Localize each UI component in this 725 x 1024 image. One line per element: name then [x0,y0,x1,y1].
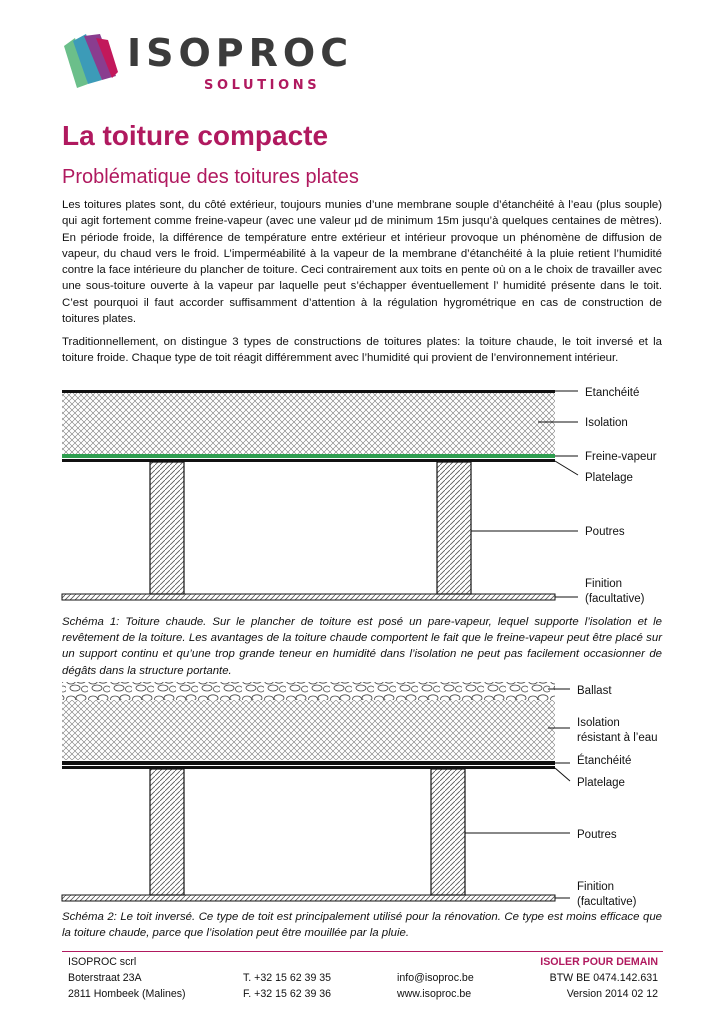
footer-web[interactable]: www.isoproc.be [397,988,472,1000]
label-finition: Finition [577,881,615,893]
types-paragraph: Traditionnellement, on distingue 3 types de constructions de toitures plates: la toiture chaude, le toit inversé et la toiture froide. Chaque type de toit réagit différemment avec l’humidité qui provient de l’environnement intérieur. [62,336,662,365]
label-finition-facultative: (facultative) [585,593,645,605]
schema-1-caption: Schéma 1: Toiture chaude. Sur le plancher de toiture est posé un pare-vapeur, lequel supporte l’isolation et le revêtement de la toiture. Les avantages de la toiture chaude comportent le fait que le freine-vapeur peut être placé sur un support continu et qu’une trop grande teneur en humidité dans l’isolation ne peut pas facilement occasionner de dégâts dans la structure portante. [62,616,662,677]
intro-paragraph: Les toitures plates sont, du côté extérieur, toujours munies d’une membrane souple d’étanchéité à l’eau (plus souple) qui agit fortement comme freine-vapeur (avec une valeur µd de minimum 15m jusqu’à quelques centaines de mètres). En période froide, la différence de température entre extérieur et intérieur provoque un phénomène de diffusion de vapeur, du chaud vers le froid. L’imperméabilité à la vapeur de la membrane d’étanchéité à la pluie retient l’humidité contre la face intérieure du plancher de toiture. Ceci contrairement aux toits en pente où on a le choix de travailler avec une sous-toiture ouverte à la vapeur par laquelle peut s’échapper éventuellement l’ humidité présente dans le toit. C’est pourquoi il faut accorder suffisamment d’attention à la régulation hygrométrique en cas de construction de toitures plates. [62,199,662,326]
label-isolation: Isolation [577,717,620,729]
label-platelage: Platelage [577,777,625,789]
label-finition-facultative: (facultative) [577,896,637,908]
isoproc-logo-icon [64,34,118,88]
page-subtitle: Problématique des toitures plates [62,166,359,188]
footer-street: Boterstraat 23A [68,972,142,984]
label-freine-vapeur: Freine-vapeur [585,451,657,463]
footer-vat: BTW BE 0474.142.631 [549,972,658,984]
label-finition: Finition [585,578,623,590]
footer-fax: F. +32 15 62 39 36 [243,988,332,1000]
footer-tel: T. +32 15 62 39 35 [243,972,332,984]
footer-version: Version 2014 02 12 [566,988,658,1000]
footer-company: ISOPROC scrl [68,956,137,968]
footer-slogan: ISOLER POUR DEMAIN [540,956,658,968]
label-etancheite: Etanchéité [585,387,640,399]
label-etancheite: Étanchéité [577,755,632,767]
schema-1-drawing [0,380,725,610]
label-ballast: Ballast [577,685,612,697]
page-title: La toiture compacte [62,120,329,151]
footer-city: 2811 Hombeek (Malines) [68,988,186,1000]
schema-2-caption: Schéma 2: Le toit inversé. Ce type de toit est principalement utilisé pour la rénovation. Ce type est moins efficace que la toiture chaude, parce que l’isolation peut être mouillée par la pluie. [62,911,662,940]
brand-name: ISOPROC [127,31,354,75]
footer-email[interactable]: info@isoproc.be [397,972,474,984]
label-platelage: Platelage [585,472,633,484]
label-isolation-resistant: résistant à l’eau [577,732,658,744]
label-poutres: Poutres [577,829,617,841]
brand-sub: SOLUTIONS [204,78,321,93]
footer-divider [62,951,663,952]
label-isolation: Isolation [585,417,628,429]
label-poutres: Poutres [585,526,625,538]
schema-2-drawing [0,676,725,916]
